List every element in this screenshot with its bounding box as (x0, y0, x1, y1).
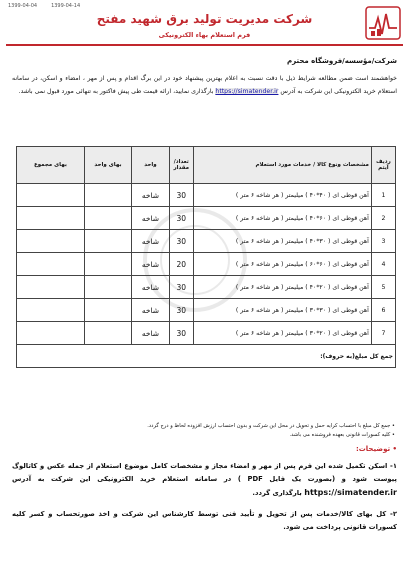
row-number: 4 (371, 253, 395, 276)
item-qty: 30 (169, 276, 193, 299)
unit-price-cell[interactable] (84, 184, 131, 207)
total-price-cell[interactable] (17, 253, 85, 276)
table-row (17, 184, 396, 207)
company-logo (365, 6, 401, 40)
intro-text-1: خواهشمند است ضمن مطالعه شرایط ذیل با دقت نسبت به اعلام بهترین پیشنهاد خود در این برگ اقدام و پس از مهر ، امضاء و اسکن، در سامانه استعلام خرید الکترونیکی این شرکت به آدرس (12, 75, 397, 95)
row-number: 7 (371, 322, 395, 345)
item-description: آهن قوطی ای ( ۲۰*۴۰ ) میلیمتر ( هر شاخه ۶ متر ) (193, 276, 371, 299)
items-table (16, 146, 396, 368)
company-name: شرکت مدیریت تولید برق شهید مفتح (96, 12, 313, 26)
total-row (17, 345, 396, 368)
item-unit: شاخه (132, 322, 170, 345)
header-divider (6, 44, 403, 46)
unit-price-cell[interactable] (84, 230, 131, 253)
item-description: آهن قوطی ای ( ۶۰*۶۰ ) میلیمتر ( هر شاخه ۶ متر ) (193, 253, 371, 276)
item-description: آهن قوطی ای ( ۲۰*۳۰ ) میلیمتر ( هر شاخه ۶ متر ) (193, 322, 371, 345)
table-row (17, 253, 396, 276)
row-number: 5 (371, 276, 395, 299)
item-unit: شاخه (132, 230, 170, 253)
item-unit: شاخه (132, 276, 170, 299)
col-header-unit: واحد (132, 147, 170, 184)
total-price-cell[interactable] (17, 276, 85, 299)
explanation-2: ۲- کل بهای کالا/خدمات پس از تحویل و تأیید فنی توسط کارشناس این شرکت و اخذ صورتحساب و کسر کلیه کسورات قانونی پرداخت می شود. (12, 510, 397, 531)
intro-paragraph (12, 72, 397, 98)
row-number: 1 (371, 184, 395, 207)
explanation-1-text-b: بارگذاری گردد. (252, 489, 302, 497)
item-unit: شاخه (132, 253, 170, 276)
col-header-price: بهای واحد (84, 147, 131, 184)
explanation-1 (12, 460, 397, 500)
item-unit: شاخه (132, 184, 170, 207)
form-dates (8, 3, 80, 9)
addressee-line: شرکت/مؤسسه/فروشگاه محترم (287, 57, 397, 65)
item-qty: 20 (169, 253, 193, 276)
total-price-cell[interactable] (17, 299, 85, 322)
table-row (17, 276, 396, 299)
item-qty: 30 (169, 230, 193, 253)
note-deductions: • کلیه کسورات قانونی بعهده فروشنده می باشد. (289, 432, 395, 438)
explanation-1-link[interactable]: https://simatender.ir (304, 488, 397, 497)
item-description: آهن قوطی ای ( ۴۰*۴۰ ) میلیمتر ( هر شاخه ۶ متر ) (193, 184, 371, 207)
row-number: 2 (371, 207, 395, 230)
col-header-total: بهای مجموع (17, 147, 85, 184)
total-in-words-label[interactable]: جمع کل مبلغ(به حروف): (17, 345, 396, 368)
row-number: 3 (371, 230, 395, 253)
total-price-cell[interactable] (17, 322, 85, 345)
date-deadline: 1399-04-14 (51, 3, 81, 9)
row-number: 6 (371, 299, 395, 322)
table-row (17, 230, 396, 253)
item-unit: شاخه (132, 299, 170, 322)
unit-price-cell[interactable] (84, 299, 131, 322)
note-shipping: • جمع کل مبلغ با احتساب کرایه حمل و تحویل در محل این شرکت و بدون احتساب ارزش افزوده لحاظ و درج گردد. (147, 423, 395, 429)
intro-text-2: بارگذاری نمایید، ارائه قیمت طی پیش فاکتور به تنهائی مورد قبول نمی باشد. (18, 88, 214, 95)
tender-site-link[interactable]: https://simatender.ir (215, 88, 279, 95)
item-description: آهن قوطی ای ( ۳۰*۴۰ ) میلیمتر ( هر شاخه ۶ متر ) (193, 230, 371, 253)
unit-price-cell[interactable] (84, 207, 131, 230)
explanation-1-text-a: ۱- اسکن تکمیل شده این فرم پس از مهر و امضاء مجاز و مشخصات کامل موضوع استعلام از جمله عکس و کاتالوگ پیوست شود و (بصورت یک فایل PDF ) در سامانه استعلام خرید الکترونیکی این شرکت به آدرس (12, 462, 397, 483)
total-price-cell[interactable] (17, 207, 85, 230)
item-unit: شاخه (132, 207, 170, 230)
table-notes (147, 422, 395, 440)
item-qty: 30 (169, 184, 193, 207)
item-qty: 30 (169, 299, 193, 322)
table-row (17, 322, 396, 345)
table-header-row (17, 147, 396, 184)
unit-price-cell[interactable] (84, 253, 131, 276)
item-description: آهن قوطی ای ( ۶۰*۴۰ ) میلیمتر ( هر شاخه ۶ متر ) (193, 207, 371, 230)
date-issue: 1399-04-04 (8, 3, 38, 9)
item-qty: 30 (169, 322, 193, 345)
col-header-desc: مشخصات ونوع کالا / خدمات مورد استعلام (193, 147, 371, 184)
table-row (17, 299, 396, 322)
item-qty: 30 (169, 207, 193, 230)
total-price-cell[interactable] (17, 184, 85, 207)
form-title: فرم استعلام بهاء الکترونیکی (158, 31, 251, 39)
unit-price-cell[interactable] (84, 322, 131, 345)
col-header-qty: تعداد/ مقدار (169, 147, 193, 184)
unit-price-cell[interactable] (84, 276, 131, 299)
item-description: آهن قوطی ای ( ۳۰*۳۰ ) میلیمتر ( هر شاخه ۶ متر ) (193, 299, 371, 322)
total-price-cell[interactable] (17, 230, 85, 253)
col-header-row: ردیف آیتم (371, 147, 395, 184)
table-row (17, 207, 396, 230)
explanations-title: • توضیحات: (355, 445, 397, 453)
